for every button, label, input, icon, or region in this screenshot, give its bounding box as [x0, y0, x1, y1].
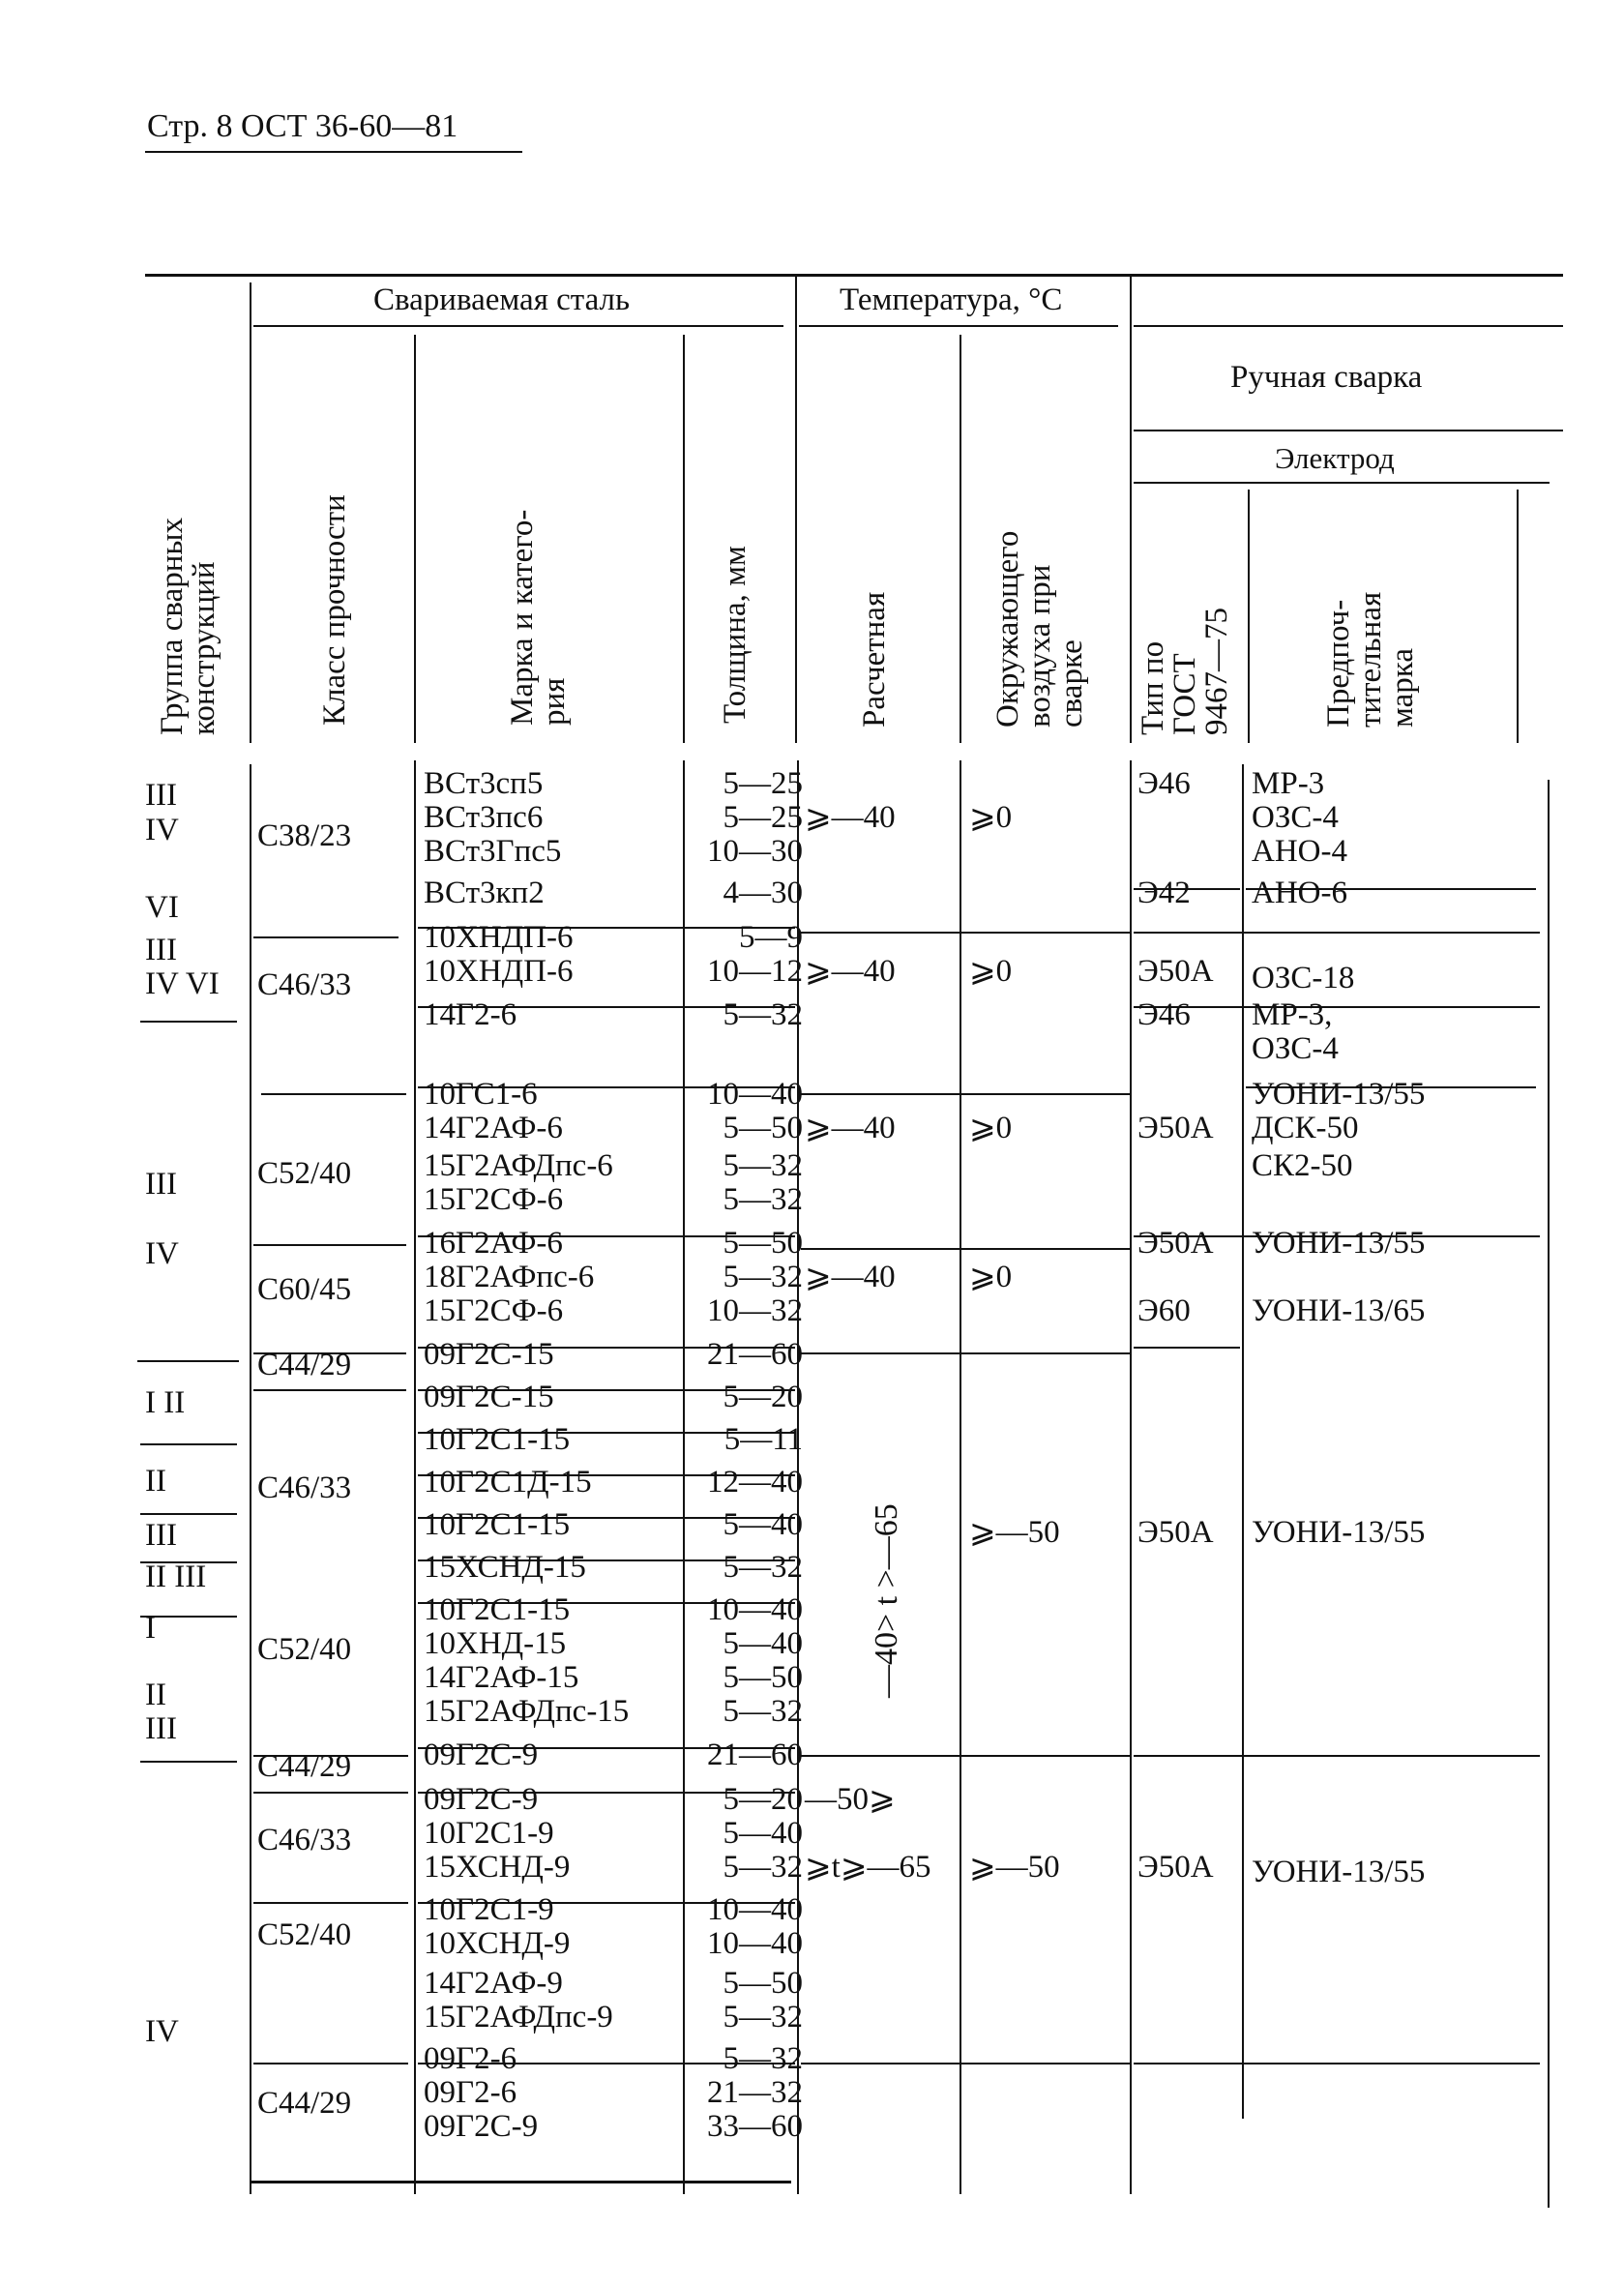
class-cell: С38/23 — [257, 818, 352, 853]
rule-temp — [801, 2063, 1130, 2064]
thickness-cell: 21—32 — [707, 2075, 803, 2110]
electrode-preferred-cell: ОЗС-18 — [1252, 961, 1355, 995]
electrode-preferred-cell: МР-3, — [1252, 997, 1333, 1032]
header-preferred-line1: Предпоч- — [1321, 599, 1356, 728]
header-thickness: Толщина, мм — [718, 546, 753, 724]
header-preferred-line2: тительная — [1353, 591, 1388, 728]
class-cell: С60/45 — [257, 1272, 352, 1307]
rule-temp — [801, 1093, 1130, 1095]
thickness-cell: 5—25 — [723, 800, 803, 835]
rule-manual-welding — [1134, 430, 1563, 431]
class-cell: С46/33 — [257, 967, 352, 1002]
electrode-type-cell: Э50А — [1137, 1111, 1214, 1145]
header-temperature: Температура, °С — [840, 282, 1063, 317]
electrode-preferred-cell: УОНИ-13/55 — [1252, 1226, 1426, 1261]
grade-cell: 10Г2С1-9 — [424, 1892, 554, 1927]
design-temp-cell: —50⩾ — [805, 1782, 896, 1817]
rule-electrode — [1134, 1347, 1240, 1349]
grade-cell: 15Г2АФДпс-15 — [424, 1694, 630, 1729]
rule-class — [261, 1093, 406, 1095]
grade-cell: 10ГС1-6 — [424, 1077, 538, 1112]
grade-cell: 18Г2АФпс-6 — [424, 1260, 595, 1294]
rule-group — [140, 1513, 237, 1515]
grade-cell: 10Г2С1-15 — [424, 1507, 571, 1542]
ambient-temp-cell: ⩾—50 — [969, 1515, 1060, 1550]
group-cell: IV — [145, 813, 179, 847]
rule-temp — [801, 1755, 1130, 1757]
ambient-temp-cell: ⩾—50 — [969, 1850, 1060, 1885]
ambient-temp-cell: ⩾0 — [969, 1111, 1013, 1145]
grade-cell: 09Г2С-9 — [424, 1738, 539, 1772]
group-cell: IV VI — [145, 966, 220, 1001]
electrode-preferred-cell: МР-3 — [1252, 766, 1325, 801]
thickness-cell: 5—20 — [723, 1380, 803, 1414]
rule-right-top — [1134, 325, 1563, 327]
header-group-line2: конструкций — [187, 561, 221, 735]
header-type-line1: Тип по — [1136, 640, 1170, 735]
group-cell: II — [145, 1464, 166, 1499]
header-type-line2: ГОСТ — [1167, 653, 1202, 735]
header-strength-class: Класс прочности — [317, 494, 352, 726]
group-cell: III — [145, 933, 177, 967]
thickness-cell: 10—40 — [707, 1926, 803, 1961]
vline-2 — [414, 335, 416, 743]
header-grade-line1: Марка и катего- — [505, 509, 540, 726]
vline-5 — [960, 335, 961, 743]
thickness-cell: 5—32 — [723, 997, 803, 1032]
thickness-cell: 5—40 — [723, 1816, 803, 1851]
thickness-cell: 5—32 — [723, 2041, 803, 2076]
vline-7 — [1248, 490, 1250, 743]
thickness-cell: 5—20 — [723, 1782, 803, 1817]
thickness-cell: 21—60 — [707, 1738, 803, 1772]
header-ambient-line2: воздуха при — [1022, 564, 1057, 728]
body-vline-2 — [414, 760, 416, 2194]
rule-electrode — [1134, 1755, 1540, 1757]
design-temp-cell: ⩾—40 — [805, 1260, 896, 1294]
grade-cell: 09Г2С-9 — [424, 2109, 539, 2144]
group-cell: III — [145, 1167, 177, 1202]
thickness-cell: 5—50 — [723, 1660, 803, 1695]
design-temp-cell: ⩾—40 — [805, 1111, 896, 1145]
header-grade-line2: рия — [537, 677, 572, 726]
class-cell: С52/40 — [257, 1632, 352, 1667]
rule-electrode — [1134, 1006, 1540, 1008]
electrode-type-cell: Э42 — [1137, 876, 1191, 910]
thickness-cell: 5—40 — [723, 1507, 803, 1542]
rule-group — [140, 1021, 237, 1023]
rule-class — [253, 1792, 408, 1794]
grade-cell: 09Г2-6 — [424, 2041, 517, 2076]
vline-4 — [795, 277, 797, 743]
rule-class — [253, 1389, 406, 1391]
group-cell: I — [145, 1611, 156, 1646]
electrode-preferred-cell: УОНИ-13/55 — [1252, 1855, 1426, 1889]
grade-cell: 09Г2С-15 — [424, 1337, 554, 1372]
group-cell: II III — [145, 1559, 207, 1594]
grade-cell: 10Г2С1-9 — [424, 1816, 554, 1851]
electrode-type-cell: Э46 — [1137, 766, 1191, 801]
rule-class — [253, 1244, 406, 1246]
rule-electrode — [1134, 2063, 1540, 2064]
grade-cell: 09Г2-6 — [424, 2075, 517, 2110]
grade-cell: 10ХСНД-9 — [424, 1926, 571, 1961]
grade-cell: 15Г2СФ-6 — [424, 1182, 564, 1217]
class-cell: С46/33 — [257, 1470, 352, 1505]
rule-bottom — [250, 2181, 791, 2183]
body-vline-8 — [1548, 780, 1550, 2208]
table-top-rule — [145, 274, 1563, 277]
vline-8 — [1517, 490, 1519, 743]
group-cell: III — [145, 1518, 177, 1553]
thickness-cell: 10—40 — [707, 1592, 803, 1627]
electrode-preferred-cell: ОЗС-4 — [1252, 1031, 1339, 1066]
thickness-cell: 5—32 — [723, 1850, 803, 1885]
header-ambient — [992, 531, 1088, 728]
electrode-preferred-cell: АНО-6 — [1252, 876, 1347, 910]
design-temp-cell: ⩾t⩾—65 — [805, 1850, 931, 1885]
thickness-cell: 5—25 — [723, 766, 803, 801]
rule-group — [140, 1761, 237, 1763]
grade-cell: 14Г2АФ-9 — [424, 1966, 563, 2001]
vline-1 — [250, 282, 251, 743]
grade-cell: ВСт3пс6 — [424, 800, 544, 835]
class-cell: С44/29 — [257, 2086, 352, 2121]
class-cell: С46/33 — [257, 1823, 352, 1857]
design-temp-cell: ⩾—40 — [805, 954, 896, 989]
electrode-type-cell: Э50А — [1137, 954, 1214, 989]
thickness-cell: 12—40 — [707, 1465, 803, 1500]
header-manual-welding: Ручная сварка — [1230, 360, 1423, 395]
grade-cell: ВСт3кп2 — [424, 876, 545, 910]
vline-3 — [683, 335, 685, 743]
electrode-preferred-cell: ОЗС-4 — [1252, 800, 1339, 835]
header-group-line1: Группа сварных — [155, 517, 190, 735]
electrode-preferred-cell: УОНИ-13/65 — [1252, 1293, 1426, 1328]
thickness-cell: 4—30 — [723, 876, 803, 910]
grade-cell: 10Г2С1Д-15 — [424, 1465, 592, 1500]
design-temp-range-rotated: —40> t >—65 — [869, 1503, 904, 1698]
body-vline-5 — [960, 760, 961, 2194]
group-cell: VI — [145, 890, 179, 925]
electrode-preferred-cell: УОНИ-13/55 — [1252, 1515, 1426, 1550]
grade-cell: 15Г2СФ-6 — [424, 1293, 564, 1328]
electrode-preferred-cell: АНО-4 — [1252, 834, 1347, 869]
rule-electrode — [1134, 932, 1540, 934]
rule-class — [253, 2063, 408, 2064]
grade-cell: 15ХСНД-15 — [424, 1550, 586, 1585]
header-grade — [507, 510, 571, 726]
grade-cell: 09Г2С-15 — [424, 1380, 554, 1414]
ambient-temp-cell: ⩾0 — [969, 954, 1013, 989]
electrode-preferred-cell: СК2-50 — [1252, 1148, 1353, 1183]
grade-cell: 10ХНД-15 — [424, 1626, 567, 1661]
header-underline — [145, 151, 522, 153]
rule-temp — [801, 1352, 1130, 1354]
thickness-cell: 5—32 — [723, 1182, 803, 1217]
header-ambient-line3: сварке — [1054, 639, 1089, 728]
thickness-cell: 10—30 — [707, 834, 803, 869]
rule-class — [253, 936, 399, 938]
class-cell: С52/40 — [257, 1917, 352, 1952]
header-preferred-line3: марка — [1385, 648, 1420, 728]
electrode-preferred-cell: УОНИ-13/55 — [1252, 1077, 1426, 1112]
thickness-cell: 5—32 — [723, 1694, 803, 1729]
thickness-cell: 5—50 — [723, 1966, 803, 2001]
body-vline-1 — [250, 764, 251, 2194]
class-cell: С52/40 — [257, 1156, 352, 1191]
body-vline-7 — [1242, 764, 1244, 2119]
electrode-preferred-cell: ДСК-50 — [1252, 1111, 1359, 1145]
thickness-cell: 21—60 — [707, 1337, 803, 1372]
body-vline-3 — [683, 760, 685, 2194]
grade-cell: 14Г2-6 — [424, 997, 517, 1032]
rule-steel — [253, 325, 783, 327]
rule-temp — [801, 1248, 1130, 1250]
thickness-cell: 5—11 — [723, 1422, 803, 1457]
thickness-cell: 5—50 — [723, 1226, 803, 1261]
group-cell: II — [145, 1678, 166, 1712]
group-cell: IV — [145, 1236, 179, 1271]
class-cell: С44/29 — [257, 1348, 352, 1382]
thickness-cell: 33—60 — [707, 2109, 803, 2144]
electrode-type-cell: Э50А — [1137, 1226, 1214, 1261]
design-temp-cell: ⩾—40 — [805, 800, 896, 835]
rule-class — [253, 1902, 408, 1904]
ambient-temp-cell: ⩾0 — [969, 800, 1013, 835]
rule-group — [137, 1360, 239, 1362]
header-type-line3: 9467—75 — [1199, 608, 1234, 735]
header-ambient-line1: Окружающего — [990, 530, 1025, 728]
thickness-cell: 5—32 — [723, 1148, 803, 1183]
rule-temp — [801, 932, 1130, 934]
group-cell: III — [145, 778, 177, 813]
grade-cell: 16Г2АФ-6 — [424, 1226, 563, 1261]
thickness-cell: 10—12 — [707, 954, 803, 989]
thickness-cell: 5—32 — [723, 2000, 803, 2035]
thickness-cell: 5—32 — [723, 1550, 803, 1585]
thickness-cell: 5—9 — [739, 920, 803, 955]
header-preferred — [1323, 592, 1419, 728]
group-cell: IV — [145, 2014, 179, 2049]
header-electrode: Электрод — [1275, 441, 1395, 475]
electrode-type-cell: Э50А — [1137, 1515, 1214, 1550]
header-design-temp: Расчетная — [857, 591, 892, 728]
grade-cell: 10ХНДП-6 — [424, 954, 574, 989]
rule-electrode — [1134, 482, 1550, 484]
thickness-cell: 10—40 — [707, 1077, 803, 1112]
thickness-cell: 5—50 — [723, 1111, 803, 1145]
rule-group — [140, 1443, 237, 1445]
electrode-type-cell: Э46 — [1137, 997, 1191, 1032]
vline-6 — [1130, 277, 1132, 743]
header-group — [157, 518, 221, 735]
thickness-cell: 10—32 — [707, 1293, 803, 1328]
electrode-type-cell: Э50А — [1137, 1850, 1214, 1885]
grade-cell: 15Г2АФДпс-6 — [424, 1148, 613, 1183]
page-header: Стр. 8 ОСТ 36-60—81 — [147, 108, 458, 144]
grade-cell: 10ХНДП-6 — [424, 920, 574, 955]
thickness-cell: 5—32 — [723, 1260, 803, 1294]
ambient-temp-cell: ⩾0 — [969, 1260, 1013, 1294]
electrode-type-cell: Э60 — [1137, 1293, 1191, 1328]
grade-cell: 15Г2АФДпс-9 — [424, 2000, 613, 2035]
group-cell: I II — [145, 1385, 186, 1420]
rule-temperature — [799, 325, 1118, 327]
grade-cell: 14Г2АФ-15 — [424, 1660, 579, 1695]
grade-cell: 14Г2АФ-6 — [424, 1111, 563, 1145]
grade-cell: 10Г2С1-15 — [424, 1592, 571, 1627]
body-vline-6 — [1130, 760, 1132, 2194]
grade-cell: 15ХСНД-9 — [424, 1850, 571, 1885]
header-steel: Свариваемая сталь — [373, 282, 631, 317]
class-cell: С44/29 — [257, 1749, 352, 1784]
thickness-cell: 10—40 — [707, 1892, 803, 1927]
grade-cell: ВСт3сп5 — [424, 766, 544, 801]
grade-cell: 09Г2С-9 — [424, 1782, 539, 1817]
grade-cell: 10Г2С1-15 — [424, 1422, 571, 1457]
header-type-gost — [1137, 608, 1233, 735]
thickness-cell: 5—40 — [723, 1626, 803, 1661]
grade-cell: ВСт3Гпс5 — [424, 834, 562, 869]
group-cell: III — [145, 1711, 177, 1746]
